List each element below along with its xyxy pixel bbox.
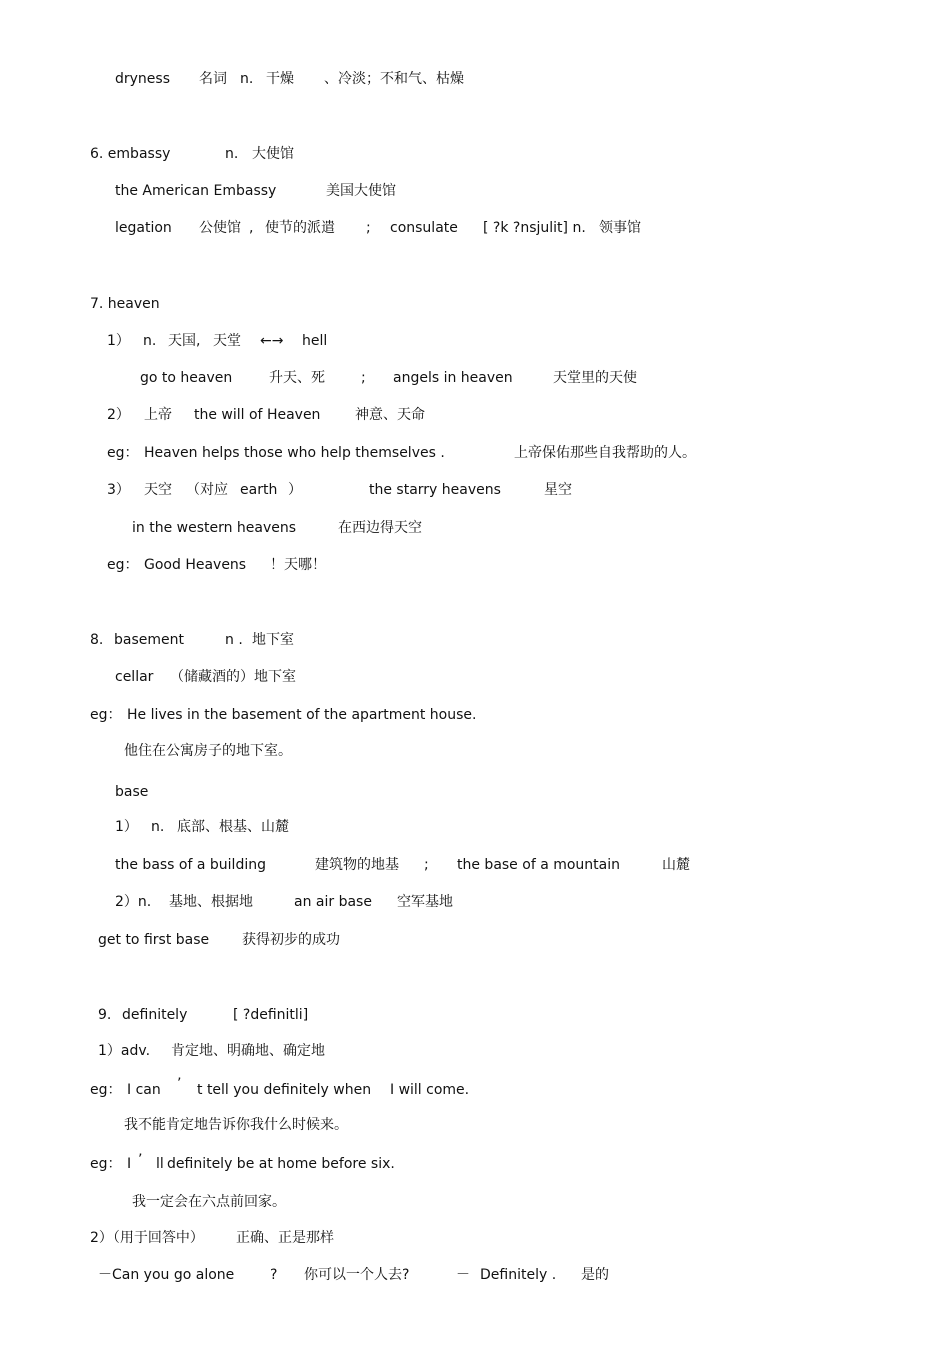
- arrow-icon: ←→: [260, 333, 284, 349]
- meaning: 正确、正是那样: [236, 1230, 334, 1246]
- phrase: the base of a mountain: [457, 857, 621, 873]
- translation: 建筑物的地基: [315, 857, 399, 873]
- part-of-speech-cn: 名词: [199, 71, 227, 87]
- note: ）: [288, 482, 302, 498]
- translation: 星空: [544, 482, 572, 498]
- translation: 升天、死: [269, 370, 325, 386]
- entry-number: 9.: [98, 1007, 112, 1023]
- part-of-speech: n.: [151, 819, 165, 835]
- apostrophe: ’: [177, 1076, 182, 1092]
- phrase: angels in heaven: [393, 370, 513, 386]
- example-sentence: I can: [127, 1082, 161, 1098]
- note: earth: [240, 482, 278, 498]
- separator: ;: [361, 370, 366, 386]
- translation: （储藏酒的）地下室: [170, 669, 296, 685]
- translation: 神意、天命: [355, 407, 425, 423]
- sense-number: 2）n.: [115, 894, 152, 910]
- example-label: eg：: [107, 557, 139, 573]
- meaning: 底部、根基、山麓: [177, 819, 289, 835]
- part-of-speech: n.: [240, 71, 254, 87]
- translation: 公使馆: [199, 220, 241, 236]
- phrase: an air base: [294, 894, 372, 910]
- sense-number: 1）: [107, 333, 130, 349]
- phrase: go to heaven: [140, 370, 233, 386]
- sense-number: 2）: [107, 407, 130, 423]
- example-sentence: definitely be at home before six.: [167, 1156, 395, 1172]
- example-label: eg：: [90, 1156, 122, 1172]
- separator: ;: [366, 220, 371, 236]
- dialog-translation: 是的: [581, 1267, 609, 1283]
- dialog-answer: －: [456, 1267, 470, 1283]
- translation: 使节的派遣: [265, 220, 335, 236]
- part-of-speech: n.: [143, 333, 157, 349]
- example-sentence: ll: [156, 1156, 164, 1172]
- entry-number: 8.: [90, 632, 104, 648]
- phrase: get to first base: [98, 932, 210, 948]
- pronunciation: [ ?k ?nsjulit] n.: [483, 220, 586, 236]
- related-term: base: [115, 784, 149, 800]
- translation: 空军基地: [397, 894, 453, 910]
- related-term: cellar: [115, 669, 154, 685]
- meaning: 干燥: [266, 71, 294, 87]
- example-translation: ！天哪！: [270, 557, 326, 573]
- dialog-question: －Can you go alone: [98, 1267, 235, 1283]
- apostrophe: ’: [138, 1152, 143, 1168]
- sense-number: 3）: [107, 482, 130, 498]
- meaning: 肯定地、明确地、确定地: [171, 1043, 325, 1059]
- part-of-speech: n.: [225, 146, 239, 162]
- dialog-translation: 你可以一个人去?: [304, 1267, 410, 1283]
- dialog-answer: Definitely .: [480, 1267, 557, 1283]
- example-translation: 我不能肯定地告诉你我什么时候来。: [124, 1117, 348, 1133]
- part-of-speech: n .: [225, 632, 243, 648]
- note: （对应: [186, 482, 228, 498]
- phrase: the starry heavens: [369, 482, 501, 498]
- related-term: consulate: [390, 220, 458, 236]
- translation: 在西边得天空: [338, 520, 422, 536]
- related-term: legation: [115, 220, 172, 236]
- example-sentence: Good Heavens: [144, 557, 247, 573]
- example-label: eg：: [90, 1082, 122, 1098]
- translation: 天堂里的天使: [553, 370, 637, 386]
- phrase: the American Embassy: [115, 183, 277, 199]
- sense-number: 1）: [115, 819, 138, 835]
- entry-heading: 7. heaven: [90, 296, 160, 312]
- translation: 获得初步的成功: [242, 932, 340, 948]
- example-sentence: I will come.: [390, 1082, 470, 1098]
- translation: 领事馆: [599, 220, 641, 236]
- translation: 山麓: [662, 857, 690, 873]
- phrase: the bass of a building: [115, 857, 266, 873]
- entry-heading: definitely: [122, 1007, 188, 1023]
- dialog-question: ?: [270, 1267, 278, 1283]
- pronunciation: [ ?definitli]: [233, 1007, 309, 1023]
- separator: ,: [249, 220, 254, 236]
- translation: 美国大使馆: [326, 183, 396, 199]
- separator: ;: [424, 857, 429, 873]
- entry-heading: 6. embassy: [90, 146, 171, 162]
- example-label: eg：: [107, 445, 139, 461]
- example-sentence: t tell you definitely when: [197, 1082, 372, 1098]
- meaning: 基地、根据地: [169, 894, 253, 910]
- sense-number: 2）（用于回答中）: [90, 1230, 204, 1246]
- meaning: 地下室: [252, 632, 294, 648]
- meaning: 天堂: [213, 333, 241, 349]
- meaning: 、冷淡；不和气、枯燥: [324, 71, 464, 87]
- antonym: hell: [302, 333, 328, 349]
- meaning: 上帝: [144, 407, 172, 423]
- example-sentence: Heaven helps those who help themselves .: [144, 445, 445, 461]
- example-translation: 上帝保佑那些自我帮助的人。: [514, 445, 696, 461]
- phrase: the will of Heaven: [194, 407, 321, 423]
- sense-number: 1）adv.: [98, 1043, 151, 1059]
- example-sentence: He lives in the basement of the apartment house.: [127, 707, 477, 723]
- example-sentence: I: [127, 1156, 132, 1172]
- example-label: eg：: [90, 707, 122, 723]
- meaning: 天空: [144, 482, 172, 498]
- phrase: in the western heavens: [132, 520, 297, 536]
- entry-heading: basement: [114, 632, 184, 648]
- example-translation: 我一定会在六点前回家。: [132, 1194, 286, 1210]
- meaning: 天国,: [168, 333, 201, 349]
- meaning: 大使馆: [252, 146, 294, 162]
- term: dryness: [115, 71, 171, 87]
- example-translation: 他住在公寓房子的地下室。: [124, 743, 292, 759]
